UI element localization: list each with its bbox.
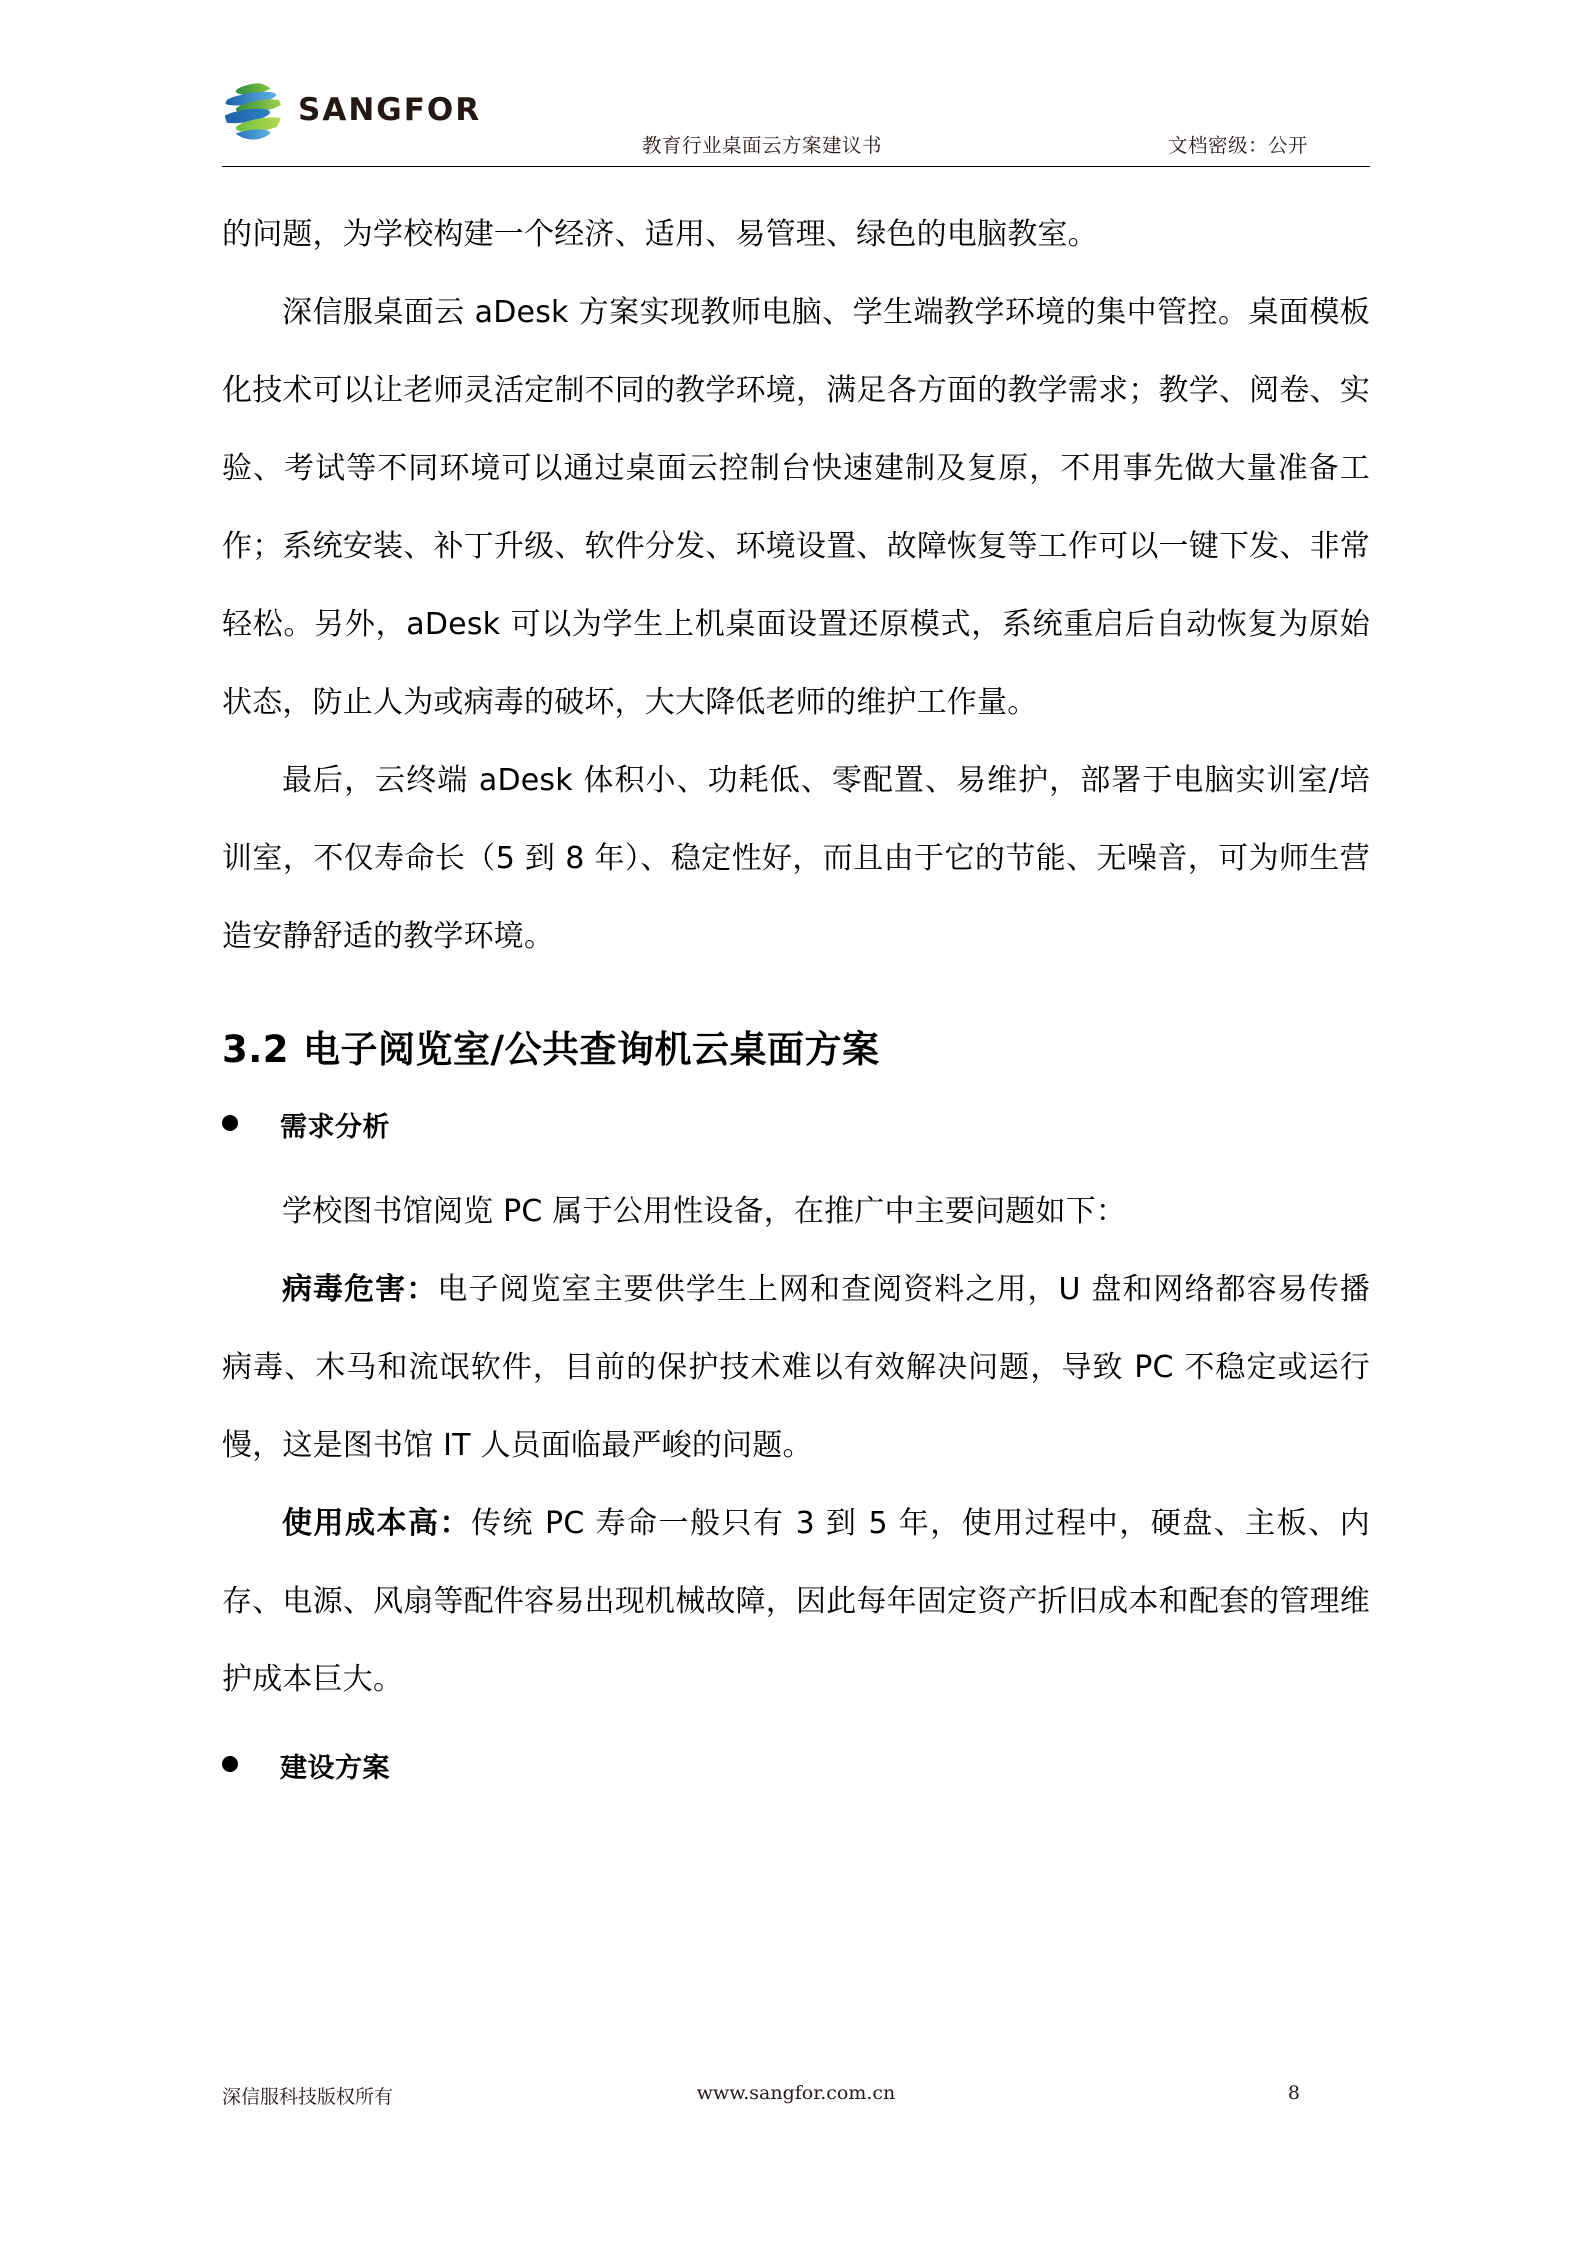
footer-page-number: 8	[1287, 2082, 1300, 2104]
bullet-label: 建设方案	[280, 1752, 390, 1784]
usage-cost-label: 使用成本高：	[282, 1505, 472, 1541]
paragraph-library-intro: 学校图书馆阅览 PC 属于公用性设备，在推广中主要问题如下：	[282, 1193, 1127, 1229]
virus-harm-text: 电子阅览室主要供学生上网和查阅资料之用，U 盘和网络都容易传播病毒、木马和流氓软件，目前的保护技术难以有效解决问题，导致 PC 不稳定或运行慢，这是图书馆 IT 人员面临最严峻的问题。	[222, 1271, 1370, 1463]
header-row	[222, 78, 1370, 168]
header-confidentiality-level: 文档密级：公开	[1167, 134, 1308, 157]
bullet-dot-icon	[222, 1756, 238, 1772]
paragraph-adesk-solution: 深信服桌面云 aDesk 方案实现教师电脑、学生端教学环境的集中管控。桌面模板化技术可以让老师灵活定制不同的教学环境，满足各方面的教学需求；教学、阅卷、实验、考试等不同环境可以通过桌面云控制台快速建制及复原，不用事先做大量准备工作；系统安装、补丁升级、软件分发、环境设置、故障恢复等工作可以一键下发、非常轻松。另外，aDesk 可以为学生上机桌面设置还原模式，系统重启后自动恢复为原始状态，防止人为或病毒的破坏，大大降低老师的维护工作量。	[222, 295, 1370, 720]
header-document-title: 教育行业桌面云方案建议书	[642, 134, 883, 157]
spacer	[222, 1719, 1370, 1753]
sangfor-globe-logo-icon	[222, 80, 284, 142]
section-title: 电子阅览室/公共查询机云桌面方案	[303, 1028, 880, 1071]
sangfor-wordmark: SANGFOR	[298, 91, 482, 128]
document-body	[222, 196, 1370, 1785]
section-number: 3.2	[222, 1028, 290, 1071]
footer-website: www.sangfor.com.cn	[696, 2082, 896, 2104]
bullet-requirements-analysis	[222, 1112, 1370, 1144]
spacer	[222, 1072, 1370, 1112]
paragraph-usage-cost	[222, 1485, 1370, 1719]
footer-copyright: 深信服科技版权所有	[222, 2086, 394, 2108]
header-divider	[222, 166, 1370, 167]
usage-cost-text: 传统 PC 寿命一般只有 3 到 5 年，使用过程中，硬盘、主板、内存、电源、风扇等配件容易出现机械故障，因此每年固定资产折旧成本和配套的管理维护成本巨大。	[222, 1505, 1370, 1697]
page-header	[222, 78, 1370, 174]
section-heading-3-2	[222, 1028, 1370, 1072]
paragraph-cloud-terminal: 最后，云终端 aDesk 体积小、功耗低、零配置、易维护，部署于电脑实训室/培训室，不仅寿命长（5 到 8 年）、稳定性好，而且由于它的节能、无噪音，可为师生营造安静舒适的教学环境。	[222, 763, 1370, 954]
spacer	[222, 1145, 1370, 1173]
bullet-construction-plan	[222, 1753, 1370, 1785]
virus-harm-label: 病毒危害：	[282, 1271, 438, 1307]
paragraph-virus-harm	[222, 1251, 1370, 1485]
bullet-dot-icon	[222, 1115, 238, 1131]
paragraph-continued: 的问题，为学校构建一个经济、适用、易管理、绿色的电脑教室。	[222, 217, 1098, 252]
page-footer	[222, 2082, 1370, 2122]
bullet-label: 需求分析	[280, 1112, 390, 1144]
spacer	[222, 976, 1370, 1028]
sangfor-logo	[222, 80, 481, 142]
